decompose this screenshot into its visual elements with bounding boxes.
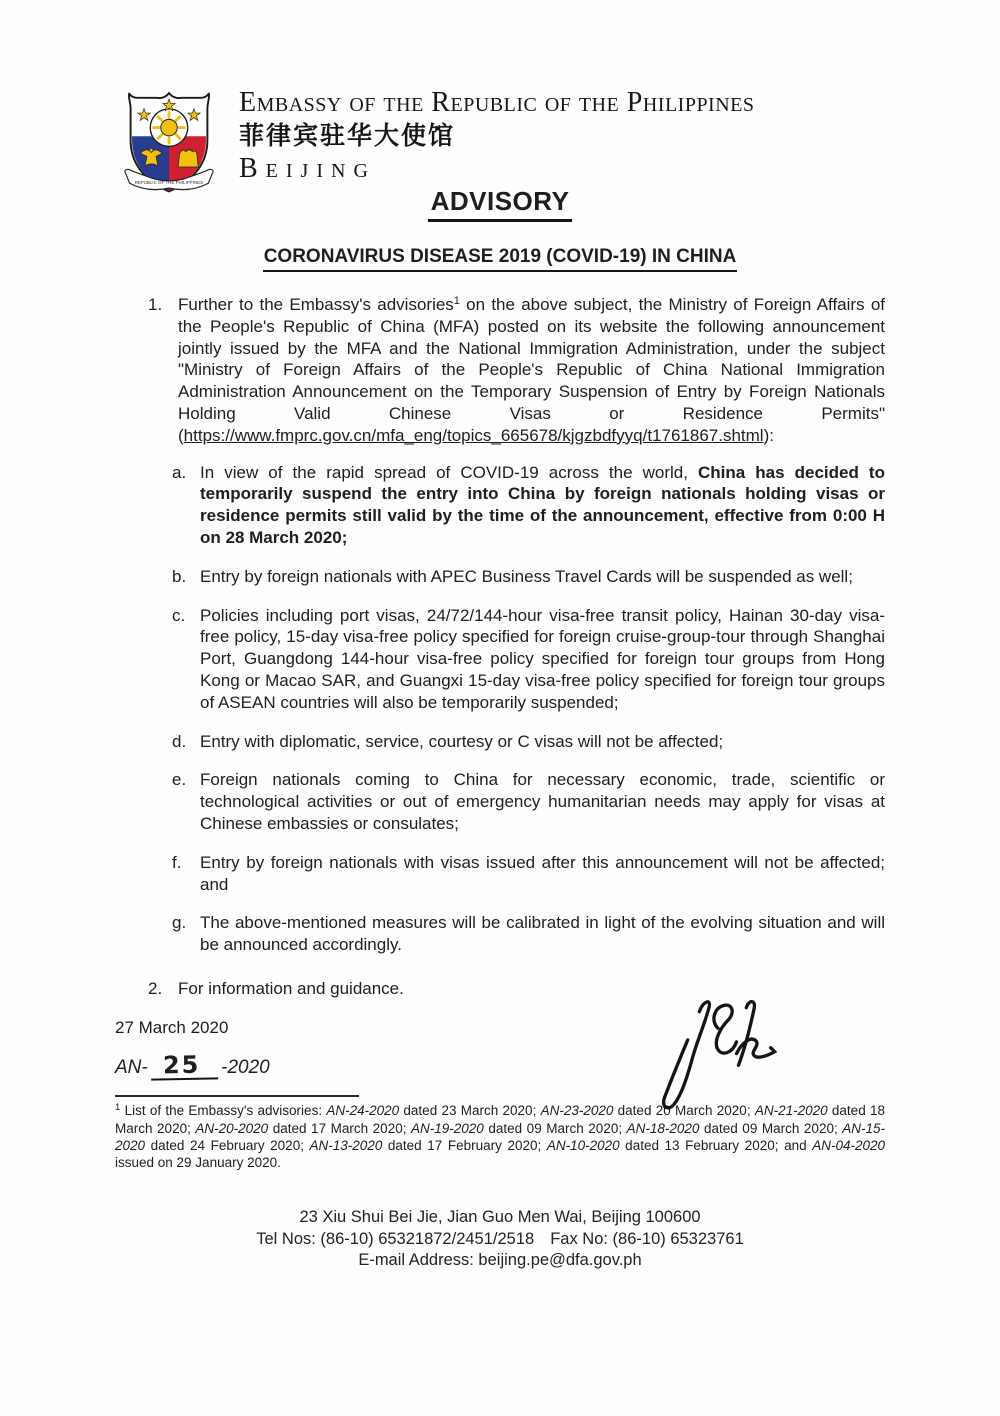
item-number: 1.	[148, 295, 163, 314]
list-item-a	[115, 462, 885, 549]
item-number: 2.	[148, 978, 163, 998]
list-item-label: f.	[172, 852, 182, 872]
item-text: For information and guidance.	[178, 978, 404, 998]
footer-tel-fax-line	[0, 1229, 1000, 1251]
letterhead	[121, 86, 1000, 198]
signature-scribble	[652, 996, 782, 1118]
list-item-text: Entry by foreign nationals with visas issued after this announcement will not be affected; and	[200, 852, 885, 894]
reference-prefix: AN-	[115, 1056, 148, 1078]
seal-caption: REPUBLIC OF THE PHILIPPINES	[134, 180, 204, 186]
advisory-title: ADVISORY	[428, 186, 573, 222]
footer-email: E-mail Address: beijing.pe@dfa.gov.ph	[358, 1251, 642, 1270]
list-item-label: g.	[172, 913, 187, 933]
footer-contact-block	[0, 1207, 1000, 1272]
subject-heading-row	[0, 246, 1000, 272]
list-item-text: Foreign nationals coming to China for necessary economic, trade, scientific or technological activities or out of emergency humanitarian needs may apply for visas at Chinese embassies or consulates;	[200, 770, 885, 833]
list-item-label: c.	[172, 605, 186, 625]
embassy-city: Beijing	[239, 153, 376, 184]
letterhead-text	[239, 86, 755, 198]
numbered-item-1	[115, 294, 885, 447]
embassy-name: Embassy of the Republic of the Philippines	[239, 87, 755, 118]
list-item-label: a.	[172, 462, 187, 482]
eagle-head	[150, 148, 153, 151]
reference-suffix: -2020	[221, 1056, 270, 1078]
item-text: Further to the Embassy's advisories$^1$ on the above subject, the Ministry of Foreign Affairs of the People's Republic of China (MFA) posted on its website the following announcement jointly issued by the MFA and the National Immigration Administration, under the subject "Ministry of Foreign Affairs of the People's Republic of China National Immigration Administration Announcement on the Temporary Suspension of Entry by Foreign Nationals Holding Valid Chinese Visas or Residence Permits" (https://www.fmprc.gov.cn/mfa_eng/topics_665678/kjgzbdfyyq/t1761867.shtml):	[178, 295, 885, 445]
footer-tel: Tel Nos: (86-10) 65321872/2451/2518	[256, 1229, 535, 1248]
document-date: 27 March 2020	[115, 1017, 229, 1037]
footnote: $^1$ List of the Embassy's advisories: AN-24-2020 dated 23 March 2020; AN-23-2020 dated 20 March 2020; AN-21-2020 dated 18 March 2020; AN-20-2020 dated 17 March 2020; AN-19-2020 dated 09 March 2020; AN-18-2020 dated 09 March 2020; AN-15-2020 dated 24 February 2020; AN-13-2020 dated 17 February 2020; AN-10-2020 dated 13 February 2020; and AN-04-2020 issued on 29 January 2020.	[115, 1102, 886, 1170]
list-item-label: d.	[172, 731, 187, 751]
lion-icon	[178, 150, 198, 167]
list-item-text: The above-mentioned measures will be calibrated in light of the evolving situation and will be announced accordingly.	[200, 913, 885, 955]
list-item-b	[115, 566, 885, 588]
document-body	[115, 294, 885, 1097]
footer-address: 23 Xiu Shui Bei Jie, Jian Guo Men Wai, Beijing 100600	[299, 1208, 701, 1227]
list-item-label: e.	[172, 770, 187, 790]
subject-heading: CORONAVIRUS DISEASE 2019 (COVID-19) IN CHINA	[263, 246, 738, 272]
sun-icon	[161, 119, 178, 136]
list-item-f	[115, 852, 885, 896]
list-item-text: In view of the rapid spread of COVID-19 across the world, China has decided to temporarily suspend the entry into China by foreign nationals holding visas or residence permits still valid by the time of the announcement, effective from 0:00 H on 28 March 2020;	[200, 462, 885, 547]
embassy-name-chinese: 菲律宾驻华大使馆	[239, 123, 456, 150]
list-item-c	[115, 605, 885, 714]
list-item-e	[115, 769, 885, 834]
footnote-separator	[115, 1095, 359, 1097]
list-item-g	[115, 912, 885, 956]
list-item-d	[115, 731, 885, 753]
list-item-text: Entry with diplomatic, service, courtesy or C visas will not be affected;	[200, 731, 724, 751]
list-item-text: Entry by foreign nationals with APEC Business Travel Cards will be suspended as well;	[200, 566, 853, 586]
reference-number-handwritten: 25	[151, 1054, 219, 1080]
list-item-label: b.	[172, 566, 187, 586]
footer-fax: Fax No: (86-10) 65323761	[550, 1229, 744, 1248]
philippines-coat-of-arms-icon	[121, 86, 217, 198]
list-item-text: Policies including port visas, 24/72/144-hour visa-free transit policy, Hainan 30-day visa-free policy, 15-day visa-free policy specified for foreign cruise-group-tour through Shanghai Port, Guangdong 144-hour visa-free policy specified for foreign tour groups from Hong Kong or Macao SAR, and Guangxi 15-day visa-free policy specified for foreign tour groups of ASEAN countries will also be temporarily suspended;	[200, 605, 885, 712]
